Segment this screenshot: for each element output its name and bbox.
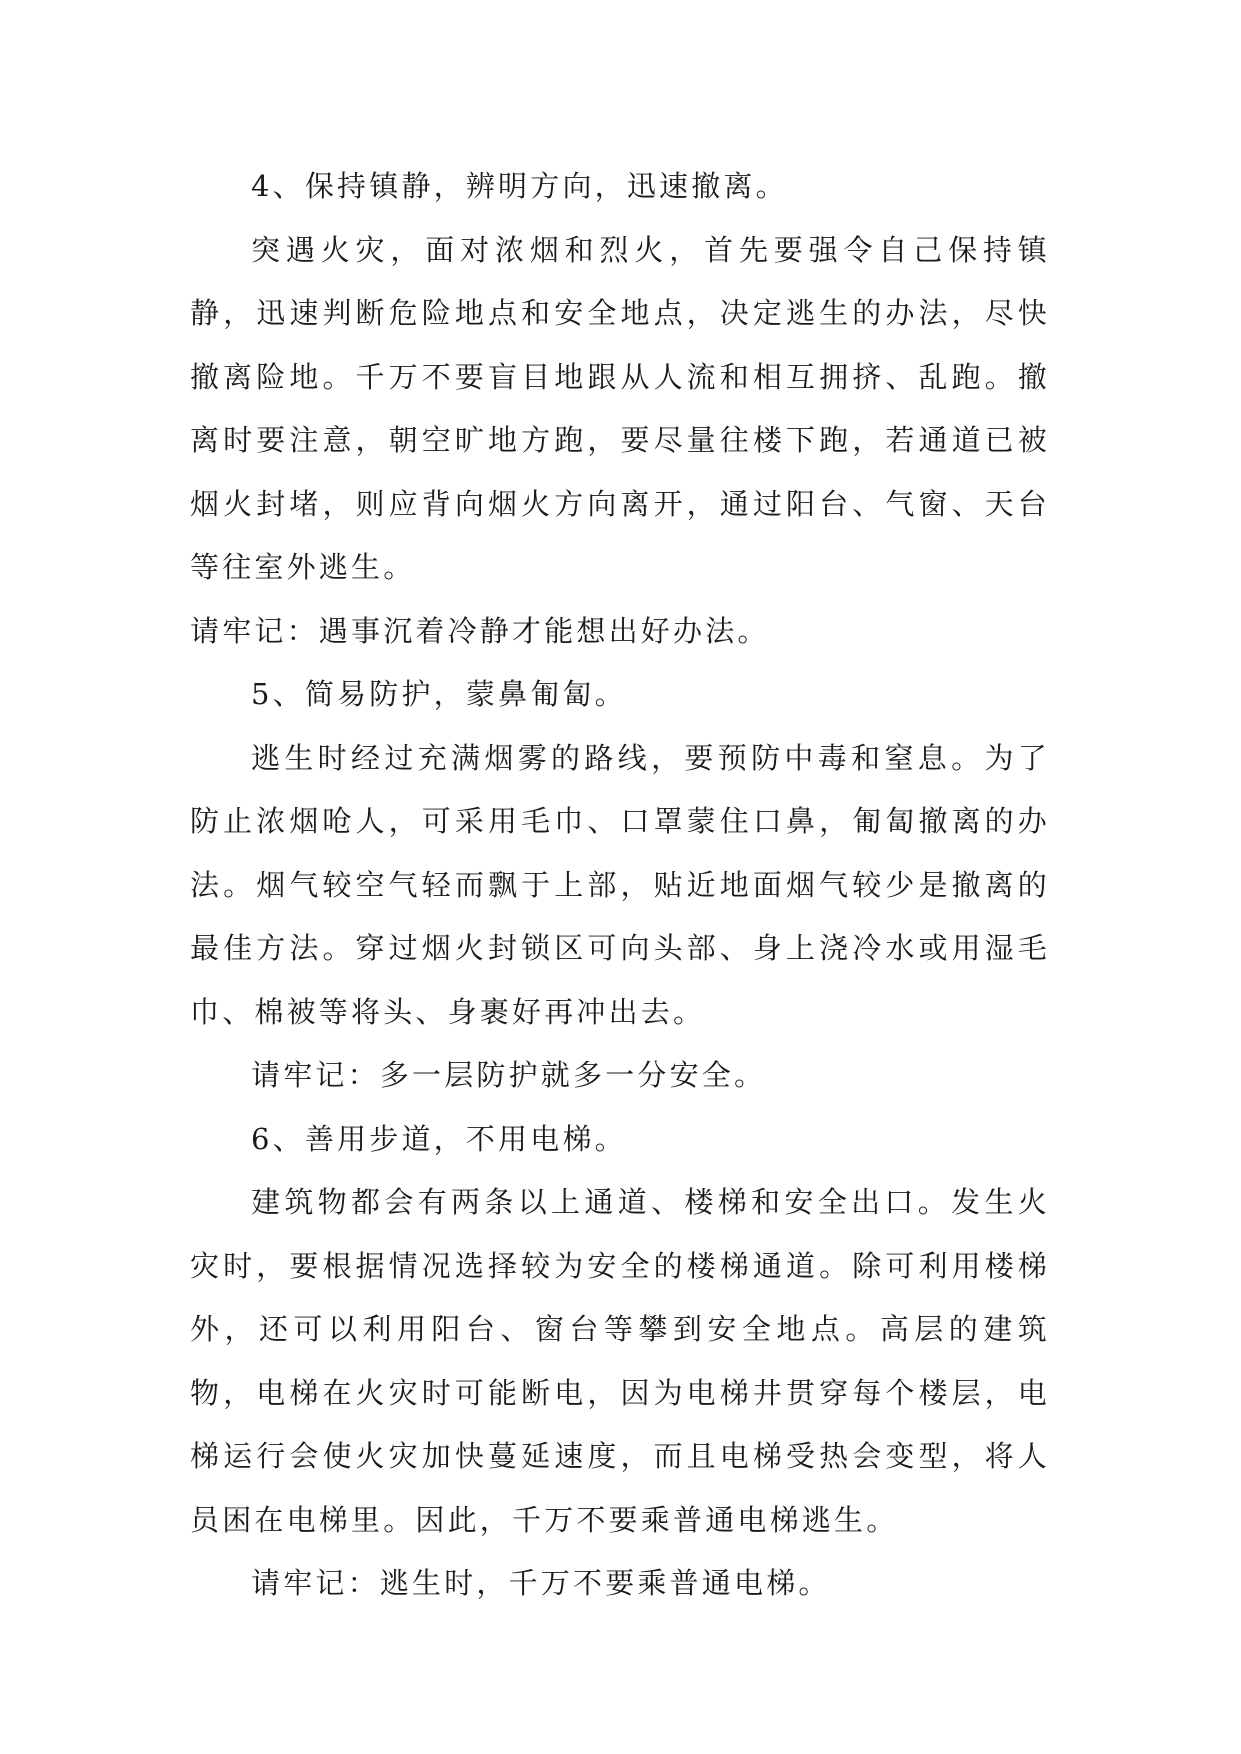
section-5-heading: 5、简易防护，蒙鼻匍匐。: [251, 677, 627, 711]
section-5-note: 请牢记：多一层防护就多一分安全。: [251, 1058, 767, 1092]
section-4-body: 突遇火灾，面对浓烟和烈火，首先要强令自己保持镇静，迅速判断危险地点和安全地点，决定逃生的办法，尽快撤离险地。千万不要盲目地跟从人流和相互拥挤、乱跑。撤离时要注意，朝空旷地方跑，要尽量往楼下跑，若通道已被烟火封堵，则应背向烟火方向离开，通过阳台、气窗、天台等往室外逃生。: [190, 232, 1050, 584]
section-6-note: 请牢记：逃生时，千万不要乘普通电梯。: [251, 1566, 831, 1600]
section-6-body: 建筑物都会有两条以上通道、楼梯和安全出口。发生火灾时，要根据情况选择较为安全的楼梯通道。除可利用楼梯外，还可以利用阳台、窗台等攀到安全地点。高层的建筑物，电梯在火灾时可能断电，因为电梯井贯穿每个楼层，电梯运行会使火灾加快蔓延速度，而且电梯受热会变型，将人员困在电梯里。因此，千万不要乘普通电梯逃生。: [190, 1185, 1050, 1537]
section-6-heading: 6、善用步道，不用电梯。: [251, 1121, 627, 1156]
section-5-body: 逃生时经过充满烟雾的路线，要预防中毒和窒息。为了防止浓烟呛人，可采用毛巾、口罩蒙住口鼻，匍匐撤离的办法。烟气较空气轻而飘于上部，贴近地面烟气较少是撤离的最佳方法。穿过烟火封锁区可向头部、身上浇冷水或用湿毛巾、棉被等将头、身裹好再冲出去。: [190, 740, 1050, 1029]
section-4-heading: 4、保持镇静，辨明方向，迅速撤离。: [251, 169, 788, 203]
section-4-note: 请牢记：遇事沉着冷静才能想出好办法。: [190, 613, 770, 648]
document-body: [190, 155, 1050, 1616]
